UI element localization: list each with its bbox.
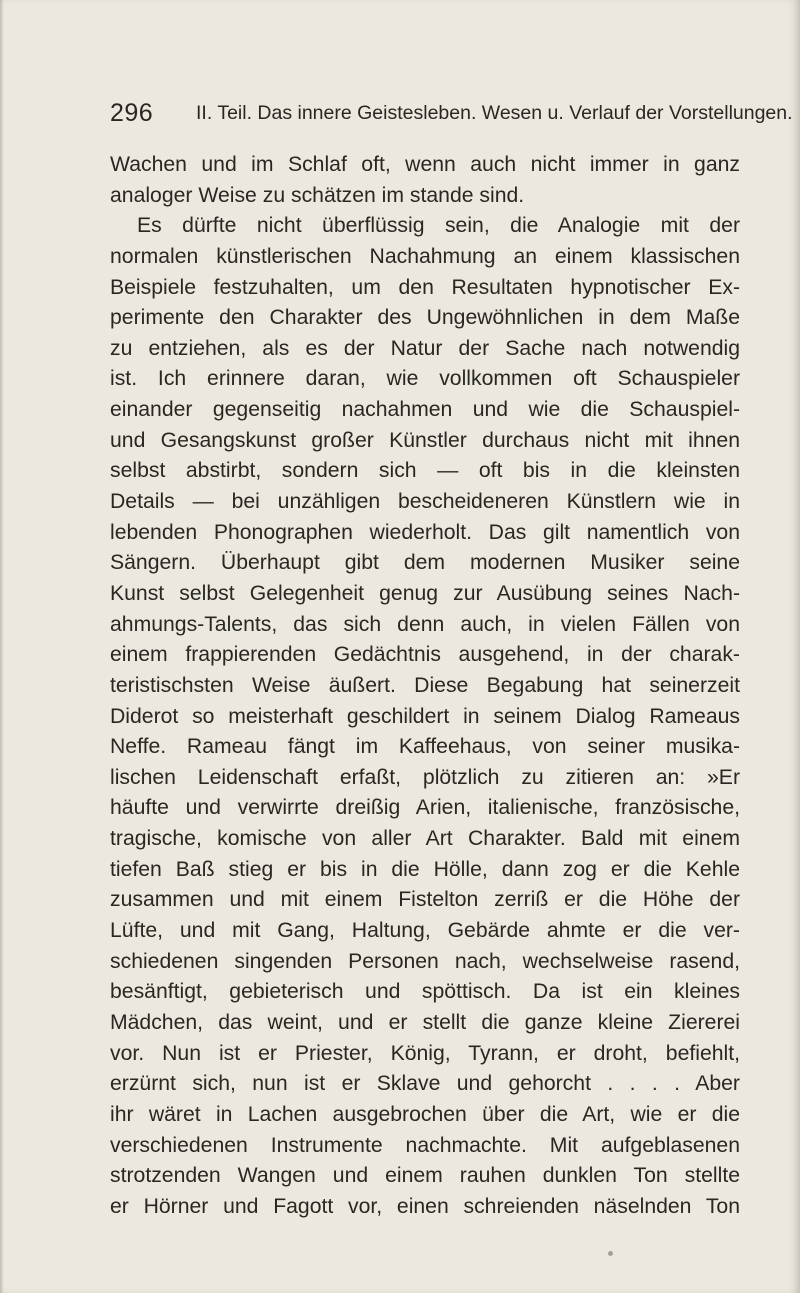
text-line: tiefen Baß stieg er bis in die Hölle, dann zog er die Kehle: [110, 857, 740, 881]
running-head: II. Teil. Das innere Geistesleben. Wesen u. Verlauf der Vorstellungen.: [196, 102, 793, 124]
text-line: und Gesangskunst großer Künstler durchaus nicht mit ihnen: [110, 428, 740, 452]
text-line: Neffe. Rameau fängt im Kaffeehaus, von seiner musika-: [110, 735, 740, 759]
paper-speck: [608, 1251, 613, 1256]
text-line: lebenden Phonographen wiederholt. Das gilt namentlich von: [110, 520, 740, 544]
text-line: Wachen und im Schlaf oft, wenn auch nicht immer in ganz: [110, 153, 740, 176]
text-line: analoger Weise zu schätzen im stande sind.: [110, 183, 525, 207]
text-line: normalen künstlerischen Nachahmung an einem klassischen: [110, 244, 740, 268]
text-line: Es dürfte nicht überflüssig sein, die Analogie mit der: [137, 214, 740, 238]
text-line: lischen Leidenschaft erfaßt, plötzlich zu zitieren an: »Er: [110, 765, 740, 789]
text-line: erzürnt sich, nun ist er Sklave und gehorcht . . . . Aber: [110, 1072, 740, 1096]
text-line: besänftigt, gebieterisch und spöttisch. Da ist ein kleines: [110, 980, 740, 1004]
text-line: einem frappierenden Gedächtnis ausgehend, in der charak-: [110, 643, 740, 667]
text-line: Sängern. Überhaupt gibt dem modernen Musiker seine: [110, 551, 740, 575]
text-line: strotzenden Wangen und einem rauhen dunklen Ton stellte: [110, 1164, 740, 1188]
text-line: teristischsten Weise äußert. Diese Begabung hat seinerzeit: [110, 673, 740, 697]
text-line: ihr wäret in Lachen ausgebrochen über die Art, wie er die: [110, 1102, 740, 1126]
text-line: tragische, komische von aller Art Charakter. Bald mit einem: [110, 827, 740, 851]
page-number: 296: [110, 99, 154, 127]
text-line: zusammen und mit einem Fistelton zerriß er die Höhe der: [110, 888, 740, 912]
text-line: vor. Nun ist er Priester, König, Tyrann, er droht, befiehlt,: [110, 1041, 740, 1065]
text-line: einander gegenseitig nachahmen und wie die Schauspiel-: [110, 398, 740, 422]
text-line: Details — bei unzähligen bescheideneren Künstlern wie in: [110, 490, 740, 514]
text-line: Mädchen, das weint, und er stellt die ganze kleine Ziererei: [110, 1010, 740, 1034]
text-line: Kunst selbst Gelegenheit genug zur Ausübung seines Nach-: [110, 581, 740, 605]
text-line: schiedenen singenden Personen nach, wechselweise rasend,: [110, 949, 740, 973]
text-line: selbst abstirbt, sondern sich — oft bis in die kleinsten: [110, 459, 740, 483]
text-line: verschiedenen Instrumente nachmachte. Mit aufgeblasenen: [110, 1133, 740, 1157]
text-line: Beispiele festzuhalten, um den Resultaten hypnotischer Ex-: [110, 275, 740, 299]
text-line: Diderot so meisterhaft geschildert in seinem Dialog Rameaus: [110, 704, 740, 728]
text-line: er Hörner und Fagott vor, einen schreienden näselnden Ton: [110, 1194, 740, 1218]
text-line: perimente den Charakter des Ungewöhnlichen in dem Maße: [110, 306, 740, 330]
text-line: häufte und verwirrte dreißig Arien, italienische, französische,: [110, 796, 740, 820]
text-line: ist. Ich erinnere daran, wie vollkommen oft Schauspieler: [110, 367, 740, 391]
text-line: zu entziehen, als es der Natur der Sache nach notwendig: [110, 336, 740, 360]
text-line: ahmungs-Talents, das sich denn auch, in vielen Fällen von: [110, 612, 740, 636]
body-text: [110, 150, 740, 1222]
text-line: Lüfte, und mit Gang, Haltung, Gebärde ahmte er die ver-: [110, 919, 740, 943]
page-header: [110, 96, 793, 136]
